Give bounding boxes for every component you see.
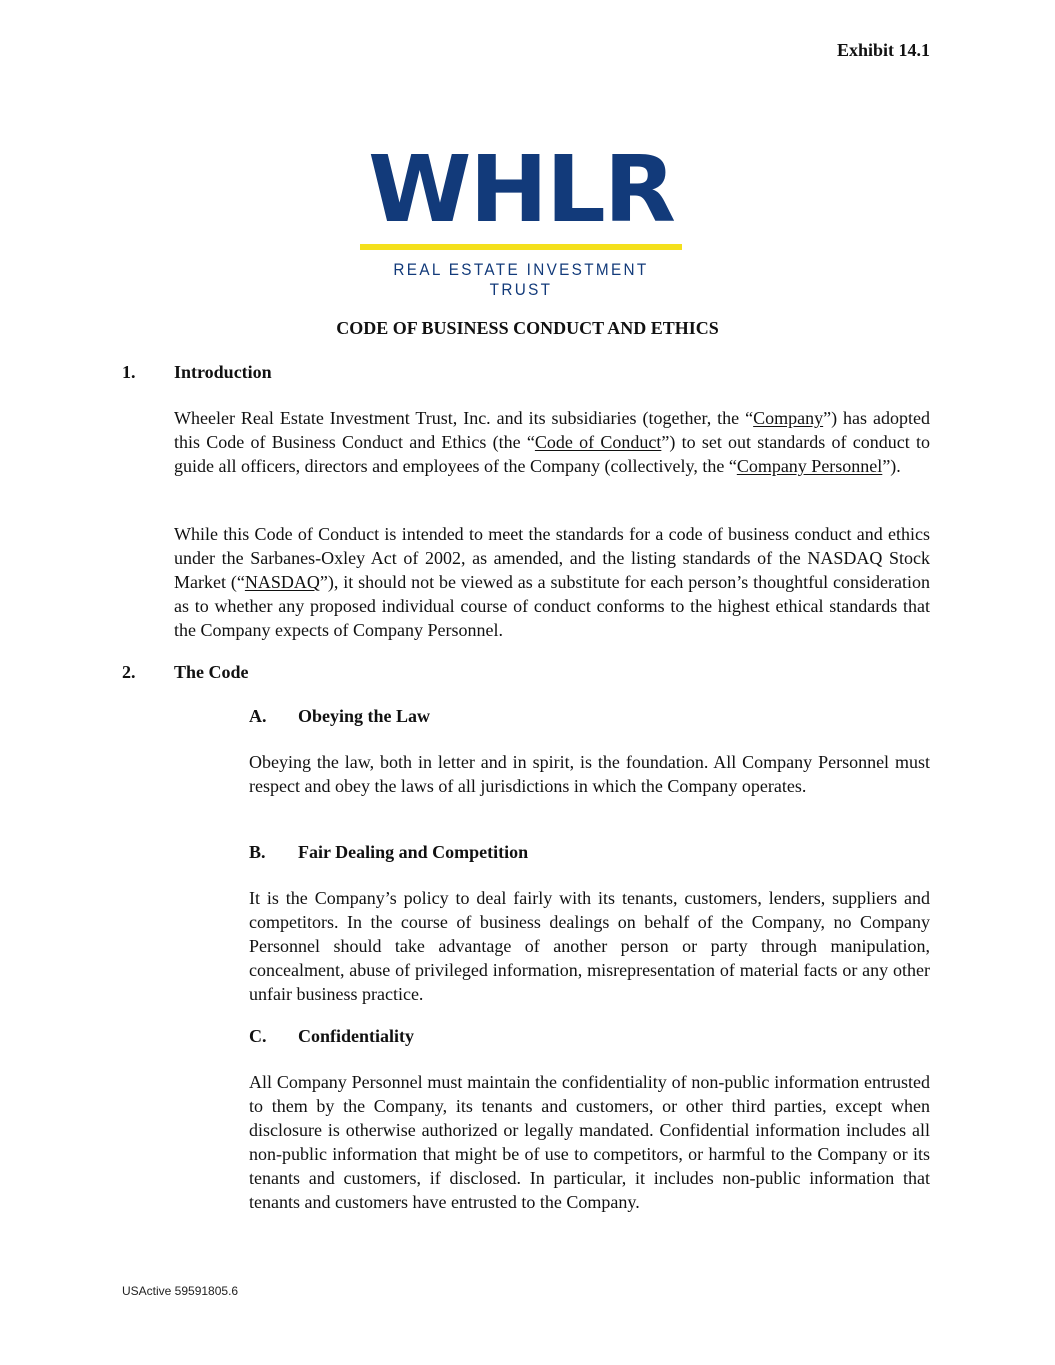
text-run: ”). [882,456,901,476]
defined-term-company: Company [753,408,824,428]
subsection-title: Fair Dealing and Competition [298,842,529,862]
text-run: While this Code of Conduct is intended to meet the standards for a code of business conduct and ethics under the Sarbanes-Oxley Act of 2002, as amended, and the listing standards of the NASDAQ Stock Market (“ [174,524,930,592]
subsection-text-obeying-the-law: Obeying the law, both in letter and in spirit, is the foundation. All Company Personnel must respect and obey the laws of all jurisdictions in which the Company operates. [249,752,930,796]
subsection-letter: A. [249,706,267,726]
intro-paragraph-2 [174,522,930,642]
logo-yellow-bar [360,244,682,250]
document-title: CODE OF BUSINESS CONDUCT AND ETHICS [336,318,719,338]
section-heading-introduction [122,362,272,383]
section-title: Introduction [174,362,272,382]
subsection-letter: C. [249,1026,267,1046]
text-run: Wheeler Real Estate Investment Trust, Inc. and its subsidiaries (together, the “ [174,408,754,428]
section-number: 1. [122,362,136,382]
text-run: ”) to set out standards of conduct to guide all officers, directors and employees of the Company (collectively, the “ [174,432,930,476]
logo-tagline: REAL ESTATE INVESTMENT TRUST [393,260,649,299]
subsection-title: Obeying the Law [298,706,431,726]
defined-term-nasdaq: NASDAQ [244,572,320,592]
footer-doc-id: USActive 59591805.6 [122,1284,239,1298]
intro-paragraph-1 [174,406,930,478]
text-run: ”) has adopted this Code of Business Conduct and Ethics (the “ [174,408,930,452]
subsection-letter: B. [249,842,266,862]
subsection-title: Confidentiality [298,1026,415,1046]
defined-term-company-personnel: Company Personnel [736,456,883,476]
subsection-heading-fair-dealing [249,842,528,863]
section-title: The Code [174,662,249,682]
section-heading-the-code [122,662,249,683]
text-run: ”), it should not be viewed as a substitute for each person’s thoughtful consideration as to whether any proposed individual course of conduct conforms to the highest ethical standards that the Company expects of Company Personnel. [174,572,930,640]
defined-term-code-of-conduct: Code of Conduct [534,432,662,452]
whlr-logo [358,136,684,299]
subsection-text-confidentiality: All Company Personnel must maintain the confidentiality of non-public information entrusted to them by the Company, its tenants and customers, or other third parties, except when disclosure is otherwise authorized or legally mandated. Confidential information includes all non-public information that might be of use to competitors, or harmful to the Company or its tenants and customers, if disclosed. In particular, it includes non-public information that tenants and customers have entrusted to the Company. [249,1072,930,1212]
subsection-text-fair-dealing: It is the Company’s policy to deal fairly with its tenants, customers, lenders, suppliers and competitors. In the course of business dealings on behalf of the Company, no Company Personnel should take advantage of another person or party through manipulation, concealment, abuse of privileged information, misrepresentation of material facts or any other unfair business practice. [249,888,930,1004]
subsection-heading-obeying-the-law [249,706,430,727]
exhibit-label: Exhibit 14.1 [836,40,930,60]
subsection-heading-confidentiality [249,1026,414,1047]
section-number: 2. [122,662,136,682]
logo-wordmark: WHLR [368,136,674,243]
